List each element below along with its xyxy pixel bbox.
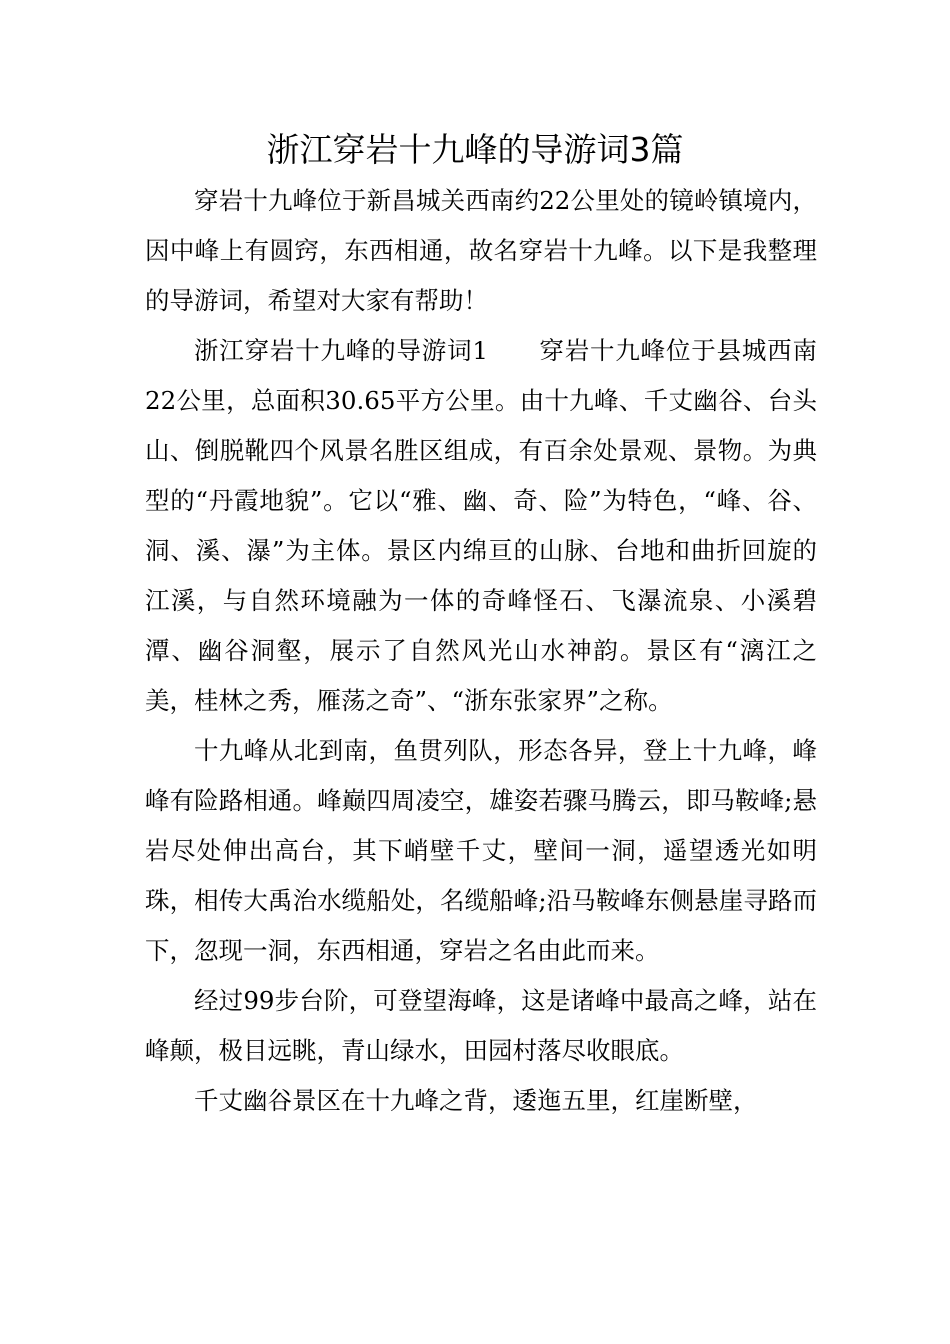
- paragraph-4: 千丈幽谷景区在十九峰之背，逶迤五里，红崖断壁，: [194, 1086, 758, 1115]
- paragraph-1: 浙江穿岩十九峰的导游词1 穿岩十九峰位于县城西南22公里，总面积30.65平方公里。由十九峰、千丈幽谷、台头山、倒脱靴四个风景名胜区组成，有百余处景观、景物。为典型的“丹霞地貌”。它以“雅、幽、奇、险”为特色，“峰、谷、洞、溪、瀑”为主体。景区内绵亘的山脉、台地和曲折回旋的江溪，与自然环境融为一体的奇峰怪石、飞瀑流泉、小溪碧潭、幽谷洞壑，展示了自然风光山水神韵。景区有“漓江之美，桂林之秀，雁荡之奇”、“浙东张家界”之称。: [145, 336, 817, 715]
- intro-paragraph: 穿岩十九峰位于新昌城关西南约22公里处的镜岭镇境内，因中峰上有圆窍，东西相通，故名穿岩十九峰。以下是我整理的导游词，希望对大家有帮助！: [145, 186, 817, 315]
- document-body: [145, 176, 817, 1126]
- document-title: 浙江穿岩十九峰的导游词3篇: [266, 130, 684, 169]
- paragraph-2: 十九峰从北到南，鱼贯列队，形态各异，登上十九峰，峰峰有险路相通。峰巅四周凌空，雄姿若骤马腾云，即马鞍峰;悬岩尽处伸出高台，其下峭壁千丈，壁间一洞，遥望透光如明珠，相传大禹治水缆船处，名缆船峰;沿马鞍峰东侧悬崖寻路而下，忽现一洞，东西相通，穿岩之名由此而来。: [145, 736, 817, 965]
- paragraph-3: 经过99步台阶，可登望海峰，这是诸峰中最高之峰，站在峰颠，极目远眺，青山绿水，田园村落尽收眼底。: [145, 986, 817, 1065]
